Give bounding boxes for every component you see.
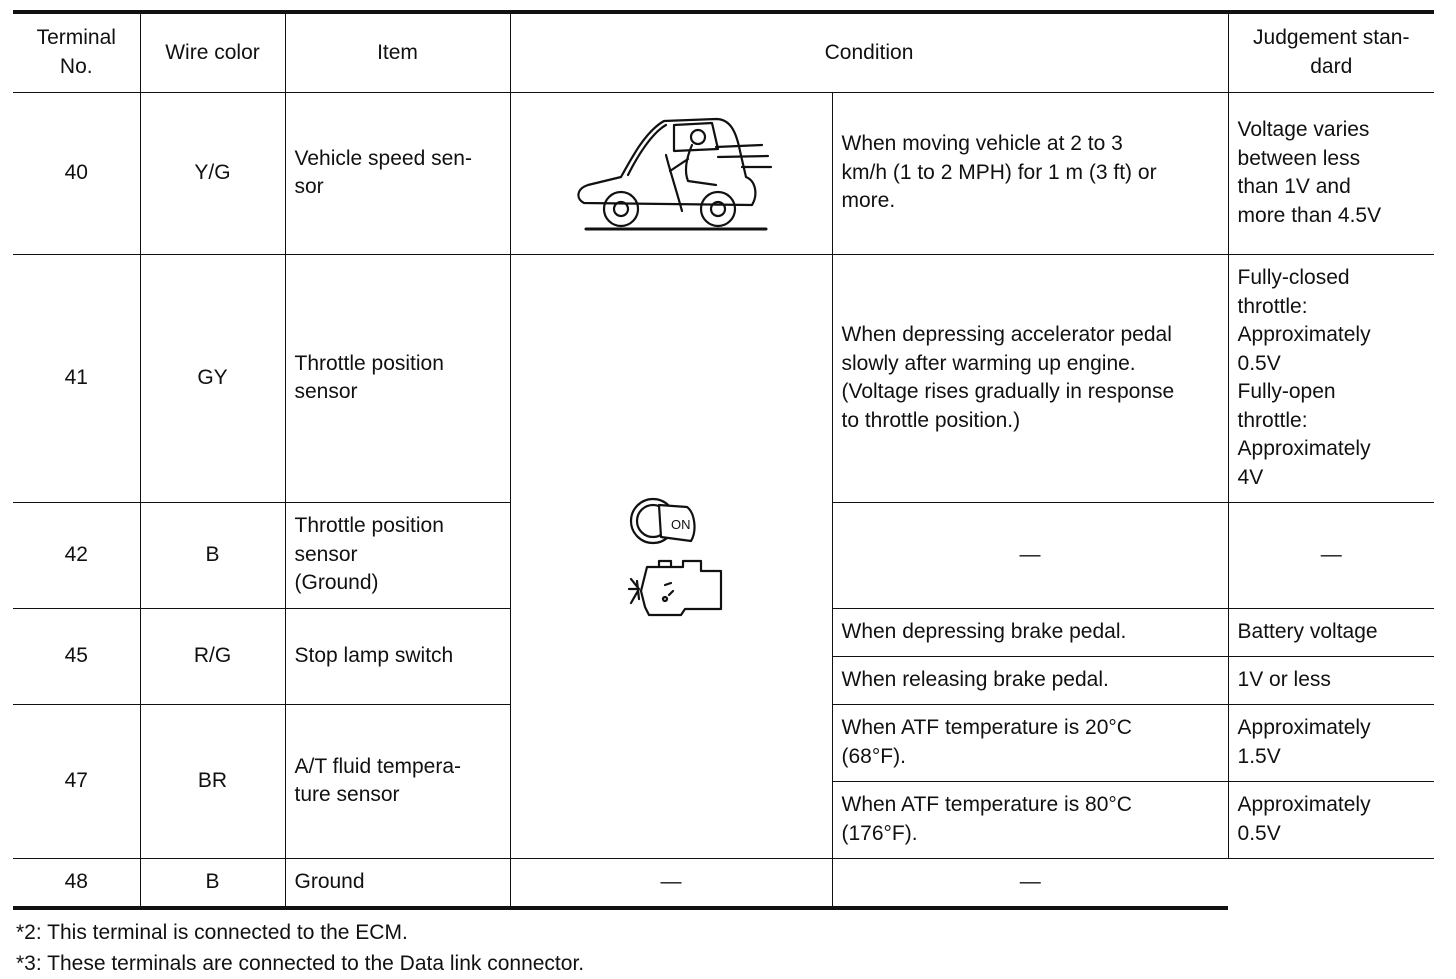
judgement-standard: Approximately 0.5V xyxy=(1228,781,1434,858)
condition-text: When releasing brake pedal. xyxy=(832,656,1228,704)
wire-color: B xyxy=(140,858,285,908)
judgement-standard: — xyxy=(832,858,1228,908)
table-row xyxy=(13,858,1434,908)
header-terminal-no: Terminal No. xyxy=(13,12,140,92)
header-wire-color: Wire color xyxy=(140,12,285,92)
judgement-standard: 1V or less xyxy=(1228,656,1434,704)
condition-text: When depressing brake pedal. xyxy=(832,608,1228,656)
condition-text: When moving vehicle at 2 to 3 km/h (1 to 2 MPH) for 1 m (3 ft) or more. xyxy=(832,92,1228,254)
item-name: Throttle position sensor (Ground) xyxy=(285,502,510,608)
footnotes xyxy=(16,917,584,979)
item-name: A/T fluid tempera- ture sensor xyxy=(285,704,510,858)
condition-text: When depressing accelerator pedal slowly after warming up engine. (Voltage rises gradually in response to throttle position.) xyxy=(832,254,1228,502)
condition-text: — xyxy=(832,502,1228,608)
item-name: Vehicle speed sen- sor xyxy=(285,92,510,254)
ignition-key-on-icon xyxy=(631,499,694,543)
header-item: Item xyxy=(285,12,510,92)
judgement-standard: Fully-closed throttle: Approximately 0.5V Fully-open throttle: Approximately 4V xyxy=(1228,254,1434,502)
terminal-no: 42 xyxy=(13,502,140,608)
judgement-standard: Battery voltage xyxy=(1228,608,1434,656)
item-name: Ground xyxy=(285,858,510,908)
judgement-standard: Approximately 1.5V xyxy=(1228,704,1434,781)
judgement-standard: — xyxy=(1228,502,1434,608)
header-row xyxy=(13,12,1434,92)
footnote: *2: This terminal is connected to the ECM. xyxy=(16,921,408,944)
terminal-spec-table xyxy=(13,10,1434,910)
condition-text: — xyxy=(510,858,832,908)
terminal-no: 45 xyxy=(13,608,140,704)
header-condition: Condition xyxy=(510,12,1228,92)
wire-color: Y/G xyxy=(140,92,285,254)
terminal-no: 41 xyxy=(13,254,140,502)
wire-color: B xyxy=(140,502,285,608)
terminal-no: 48 xyxy=(13,858,140,908)
item-name: Stop lamp switch xyxy=(285,608,510,704)
table-row xyxy=(13,254,1434,502)
wire-color: BR xyxy=(140,704,285,858)
judgement-standard: Voltage varies between less than 1V and more than 4.5V xyxy=(1228,92,1434,254)
engine-running-icon xyxy=(629,561,721,615)
svg-text:ON: ON xyxy=(671,517,691,532)
header-judgement-standard: Judgement stan- dard xyxy=(1228,12,1434,92)
wire-color: GY xyxy=(140,254,285,502)
terminal-no: 40 xyxy=(13,92,140,254)
terminal-no: 47 xyxy=(13,704,140,858)
condition-text: When ATF temperature is 80°C (176°F). xyxy=(832,781,1228,858)
ignition-engine-condition-cell xyxy=(510,254,832,858)
wire-color: R/G xyxy=(140,608,285,704)
driving-car-icon xyxy=(510,92,832,254)
table-row xyxy=(13,92,1434,254)
item-name: Throttle position sensor xyxy=(285,254,510,502)
footnote: *3: These terminals are connected to the Data link connector. xyxy=(16,952,585,975)
condition-text: When ATF temperature is 20°C (68°F). xyxy=(832,704,1228,781)
